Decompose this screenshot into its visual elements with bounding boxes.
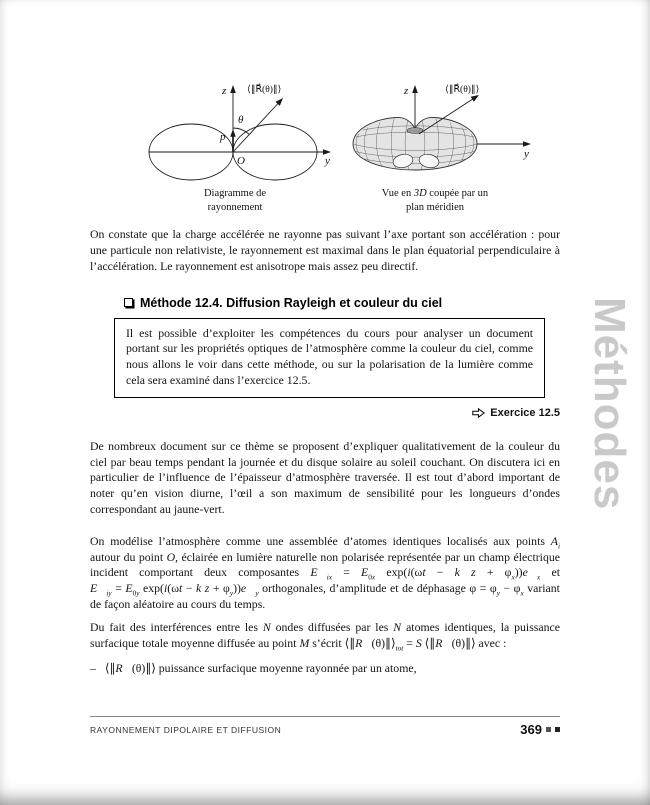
paragraph-sky-color: De nombreux document sur ce thème se proposent d’expliquer qualitativement de la couleur du ciel par beau temps pendant la journée et du disque solaire au soleil couchant. On discutera ici en particulier de l’influence de l’épaisseur d’atmosphère traversée. Il est tout d’abord important de noter qu’en vision diurne, l’œil a son maximum de sensibilité pour les longueurs d’ondes correspondant au jaune-vert.	[90, 438, 560, 517]
footer-page-block	[520, 722, 560, 737]
figure-caption-3d: Vue en 3D coupée par un plan méridien	[381, 188, 489, 213]
method-heading	[124, 296, 560, 310]
z-axis-label: z	[404, 85, 409, 97]
radiation-vector-label: ⟨∥R⃗(θ)∥⟩	[247, 85, 282, 95]
figure-radiation-3d	[335, 82, 535, 214]
footer-chapter-title: RAYONNEMENT DIPOLAIRE ET DIFFUSION	[90, 724, 282, 735]
figures-row	[90, 82, 560, 214]
radiation-vector-label: ⟨∥R⃗(θ)∥⟩	[445, 85, 480, 95]
bullet-item	[90, 661, 560, 676]
exercise-reference-label: Exercice 12.5	[490, 406, 560, 419]
z-axis-label: z	[222, 85, 227, 97]
method-box: Il est possible d’exploiter les compétences du cours pour analyser un document portant sur les propriétés optiques de l’atmosphère comme la couleur du ciel, comme nous allons le voir dans cette méthode, ou sur la polarisation de la lumière comme cela sera examiné dans l’exercice 12.5.	[114, 318, 545, 398]
exercise-reference	[90, 407, 560, 419]
y-axis-label: y	[524, 148, 529, 160]
method-title: Méthode 12.4. Diffusion Rayleigh et couleur du ciel	[140, 295, 443, 310]
page-number: 369	[520, 722, 542, 737]
dipole-pattern-2d-svg	[135, 82, 335, 182]
page-content	[90, 0, 560, 676]
square-bullet-icon	[124, 298, 133, 307]
paragraph-interference: Du fait des interférences entre les N ondes diffusées par les N atomes identiques, la puissance surfacique totale moyenne diffusée au point M s’écrit $⟨\parallel R⃗(\theta)\parallel⟩_{tot} = S$ ⟨∥R⃗(θ)∥⟩ avec :	[90, 619, 560, 652]
chapter-side-tab: Méthodes	[585, 297, 634, 511]
y-axis-label: y	[325, 155, 330, 167]
figure-caption-2d: Diagramme de rayonnement	[203, 188, 267, 213]
page-footer	[90, 716, 560, 737]
bullet-dash: –	[90, 661, 96, 676]
footer-square-icon	[555, 727, 560, 732]
footer-square-icon	[546, 727, 551, 732]
bullet-text: ⟨∥R⃗(θ)∥⟩ puissance surfacique moyenne rayonnée par un atome,	[104, 661, 417, 676]
y-axis	[477, 141, 531, 160]
paragraph-atmosphere-model: On modélise l’atmosphère comme une assemblée d’atomes identiques localisés aux points $A_i$ autour du point O, éclairée en lumière naturelle non polarisée représentée par un champ électrique incident comportant deux composantes $E⃗_{ix} = E_{0x}$ exp(i(ωt − k $z + \varphi_x))e⃗_x$ et $E⃗_{iy} = E_{0y}$ exp(i(ωt − k $z + \varphi_y))e⃗_y$ orthogonales, d’amplitude et de déphasage $\varphi = \varphi_y - \varphi_x$ variant de façon aléatoire au cours du temps.	[90, 533, 560, 612]
paragraph-intro: On constate que la charge accélérée ne rayonne pas suivant l’axe portant son accélération : pour une particule non relativiste, le rayonnement est maximal dans le plan équatorial perpendiculaire à l’accélération. Le rayonnement est anisotrope mais assez peu directif.	[90, 227, 560, 273]
origin-label: O	[237, 155, 245, 167]
dipole-pattern-3d-svg	[335, 82, 535, 182]
dipole-moment-arrow	[219, 129, 236, 152]
white-right-arrow-icon	[472, 408, 485, 418]
theta-label: θ	[238, 114, 244, 126]
dipole-moment-label: p⃗	[220, 131, 235, 143]
figure-radiation-2d	[135, 82, 335, 214]
